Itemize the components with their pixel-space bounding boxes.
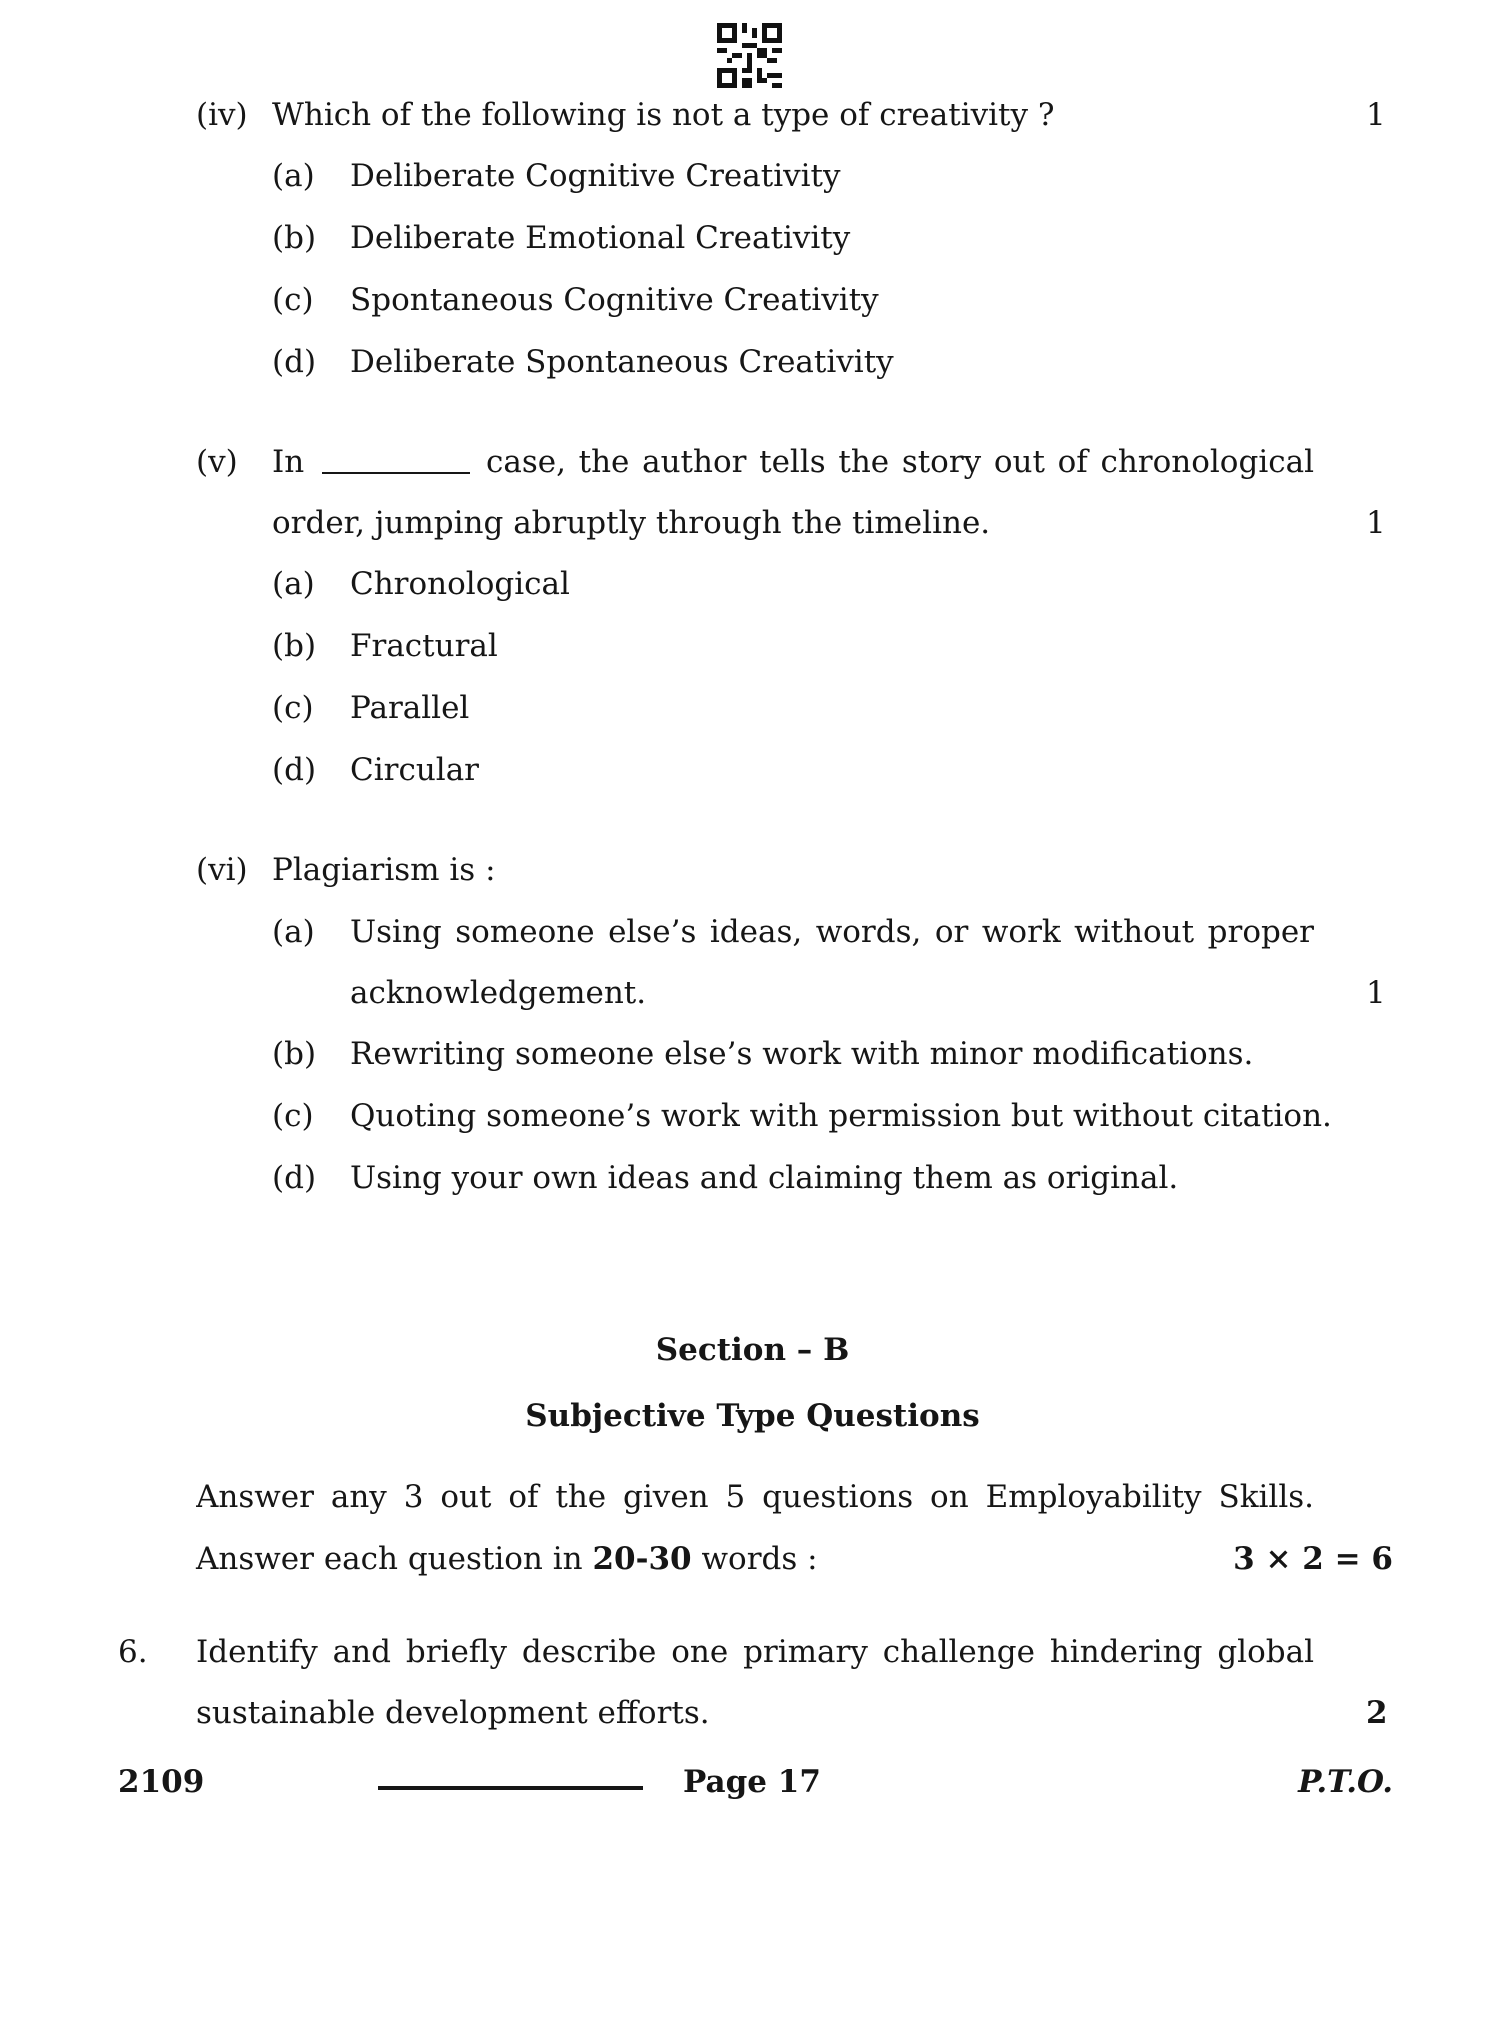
question-marks: 2 [1366,1695,1388,1731]
section-title: Section – B [655,1332,850,1368]
question-number: (v) [196,444,238,480]
section-subtitle: Subjective Type Questions [525,1398,980,1434]
option-label: (b) [272,628,317,664]
option-text: Deliberate Cognitive Creativity [350,158,841,194]
footer-rule [378,1786,643,1790]
option-text: Using your own ideas and claiming them as original. [350,1160,1179,1196]
option-label: (a) [272,566,315,602]
option-label: (d) [272,344,317,380]
section-instruction: Answer any 3 out of the given 5 questions on Employability Skills. [196,1479,1314,1515]
option-text: Fractural [350,628,498,664]
option-label: (b) [272,220,317,256]
option-label: (d) [272,1160,317,1196]
option-text-line2: acknowledgement. [350,975,647,1011]
paper-code: 2109 [118,1764,205,1800]
question-number: (vi) [196,852,248,888]
marks-scheme: 3 × 2 = 6 [1233,1541,1393,1577]
option-label: (a) [272,158,315,194]
page-number: Page 17 [683,1764,821,1800]
option-text: Spontaneous Cognitive Creativity [350,282,879,318]
option-text: Deliberate Spontaneous Creativity [350,344,894,380]
question-marks: 1 [1366,97,1386,133]
question-number: 6. [118,1634,148,1670]
option-text: Quoting someone’s work with permission but without citation. [350,1098,1332,1134]
option-label: (c) [272,1098,314,1134]
qr-code [717,23,782,88]
option-text: Parallel [350,690,470,726]
question-marks: 1 [1366,975,1386,1011]
question-text: Which of the following is not a type of creativity ? [272,97,1055,133]
option-text: Deliberate Emotional Creativity [350,220,851,256]
question-text-line2: sustainable development efforts. [196,1695,710,1731]
option-text: Chronological [350,566,570,602]
option-label: (c) [272,690,314,726]
option-label: (a) [272,914,315,950]
question-text-start: In [272,444,305,480]
option-label: (c) [272,282,314,318]
question-text: Plagiarism is : [272,852,496,888]
option-label: (d) [272,752,317,788]
option-text: Rewriting someone else’s work with minor modifications. [350,1036,1254,1072]
question-text: case, the author tells the story out of chronological [486,444,1314,480]
option-text: Circular [350,752,479,788]
option-label: (b) [272,1036,317,1072]
question-text: Identify and briefly describe one primary challenge hindering global [196,1634,1314,1670]
fill-in-blank [322,472,470,474]
question-marks: 1 [1366,505,1386,541]
question-text-line2: order, jumping abruptly through the timeline. [272,505,991,541]
pto-label: P.T.O. [1298,1764,1393,1800]
option-text: Using someone else’s ideas, words, or work without proper [350,914,1314,950]
question-number: (iv) [196,97,248,133]
section-instruction-line2: Answer each question in 20-30 words : [196,1541,818,1577]
